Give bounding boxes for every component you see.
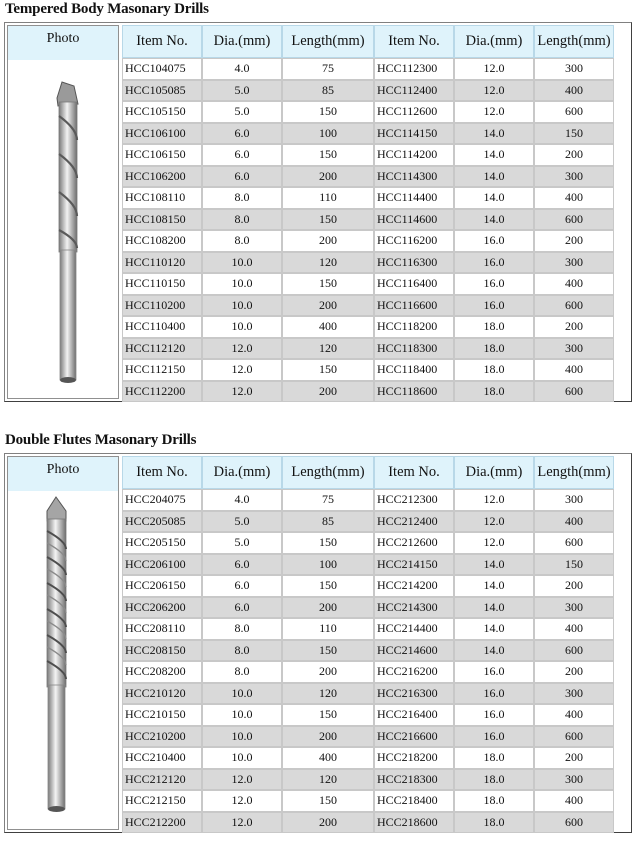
table-cell: 4.0 [202,58,282,80]
table-cell: 75 [282,58,374,80]
table-cell: 150 [282,101,374,123]
table-cell: HCC112200 [122,381,202,403]
table-cell: 150 [282,640,374,662]
table-cell: HCC216300 [374,683,454,705]
table-cell: 10.0 [202,747,282,769]
photo-column [7,456,119,830]
table-cell: 6.0 [202,166,282,188]
table-cell: 200 [534,230,614,252]
table-cell: 10.0 [202,683,282,705]
table-cell: HCC118600 [374,381,454,403]
table-cell: 16.0 [454,295,534,317]
table-cell: HCC216600 [374,726,454,748]
table-cell: HCC212150 [122,790,202,812]
table-cell: HCC110200 [122,295,202,317]
table-cell: HCC118400 [374,359,454,381]
table-cell: 400 [534,80,614,102]
table-cell: 120 [282,683,374,705]
table-cell: 300 [534,166,614,188]
table-cell: 14.0 [454,618,534,640]
table-cell: 8.0 [202,209,282,231]
table-cell: 200 [282,166,374,188]
table-cell: HCC208150 [122,640,202,662]
table-cell: 600 [534,726,614,748]
table-cell: HCC214150 [374,554,454,576]
table-cell: 8.0 [202,187,282,209]
table-cell: 120 [282,338,374,360]
table-cell: 5.0 [202,80,282,102]
table-cell: 120 [282,252,374,274]
table-cell: HCC206150 [122,575,202,597]
column-header: Item No. [122,25,202,58]
table-cell: 300 [534,252,614,274]
table-cell: HCC118200 [374,316,454,338]
table-cell: 400 [282,747,374,769]
table-cell: 8.0 [202,618,282,640]
table-cell: 200 [534,144,614,166]
table-cell: HCC108110 [122,187,202,209]
table-cell: HCC114200 [374,144,454,166]
data-grid [122,456,629,833]
table-cell: 14.0 [454,597,534,619]
table-cell: 12.0 [454,80,534,102]
table-cell: 200 [282,230,374,252]
table-cell: 16.0 [454,661,534,683]
table-cell: HCC210150 [122,704,202,726]
table-row [122,316,629,338]
table-cell: 18.0 [454,747,534,769]
table-cell: HCC116600 [374,295,454,317]
table-cell: HCC212300 [374,489,454,511]
table-cell: 400 [534,511,614,533]
table-cell: 16.0 [454,230,534,252]
table-cell: 14.0 [454,166,534,188]
table-cell: HCC214300 [374,597,454,619]
table-cell: 200 [282,597,374,619]
table-cell: 14.0 [454,123,534,145]
table-cell: 300 [534,683,614,705]
table-cell: 8.0 [202,230,282,252]
table-cell: 16.0 [454,704,534,726]
table-cell: 150 [282,532,374,554]
table-row [122,661,629,683]
table-row [122,726,629,748]
table-row [122,747,629,769]
column-header: Length(mm) [534,456,614,489]
table-cell: 200 [282,381,374,403]
table-row [122,295,629,317]
table-row [122,554,629,576]
table-cell: 150 [282,144,374,166]
table-cell: 14.0 [454,554,534,576]
table-header-row [122,456,629,489]
table-row [122,575,629,597]
table-cell: 16.0 [454,726,534,748]
table-cell: 12.0 [202,769,282,791]
table-cell: 12.0 [454,489,534,511]
table-cell: HCC116300 [374,252,454,274]
table-cell: 10.0 [202,295,282,317]
table-cell: 300 [534,769,614,791]
table-cell: HCC110150 [122,273,202,295]
table-cell: 200 [534,747,614,769]
table-cell: 600 [534,640,614,662]
table-cell: 10.0 [202,726,282,748]
section-title: Double Flutes Masonary Drills [5,432,197,448]
table-row [122,790,629,812]
table-cell: 6.0 [202,597,282,619]
table-cell: 10.0 [202,316,282,338]
drill-bit-image [8,36,118,396]
table-cell: HCC206200 [122,597,202,619]
table-cell: 12.0 [454,101,534,123]
table-cell: HCC218600 [374,812,454,834]
table-cell: HCC214400 [374,618,454,640]
table-cell: 600 [534,812,614,834]
product-table [4,453,632,833]
table-cell: HCC216400 [374,704,454,726]
table-cell: HCC212600 [374,532,454,554]
table-cell: 200 [534,575,614,597]
photo-header: Photo [8,457,118,491]
table-cell: HCC205085 [122,511,202,533]
table-header-row [122,25,629,58]
table-cell: 14.0 [454,144,534,166]
table-cell: 12.0 [454,58,534,80]
table-cell: HCC218400 [374,790,454,812]
table-cell: 300 [534,338,614,360]
table-row [122,704,629,726]
table-cell: 150 [282,209,374,231]
table-cell: HCC214600 [374,640,454,662]
section-title: Tempered Body Masonary Drills [5,1,209,17]
table-row [122,381,629,403]
table-cell: HCC218300 [374,769,454,791]
product-table [4,22,632,402]
table-cell: 600 [534,381,614,403]
table-cell: 400 [534,618,614,640]
table-cell: 5.0 [202,101,282,123]
table-cell: 600 [534,532,614,554]
table-cell: HCC216200 [374,661,454,683]
table-row [122,769,629,791]
table-cell: 5.0 [202,511,282,533]
table-cell: 14.0 [454,187,534,209]
table-cell: 12.0 [202,812,282,834]
table-cell: HCC106100 [122,123,202,145]
table-row [122,489,629,511]
drill-bit-image [8,467,118,827]
table-cell: 18.0 [454,812,534,834]
table-cell: 18.0 [454,338,534,360]
table-cell: HCC208200 [122,661,202,683]
table-cell: 200 [534,316,614,338]
column-header: Length(mm) [534,25,614,58]
column-header: Dia.(mm) [454,456,534,489]
table-cell: 300 [534,58,614,80]
table-cell: HCC112150 [122,359,202,381]
photo-header: Photo [8,26,118,60]
table-cell: HCC118300 [374,338,454,360]
table-cell: 400 [534,187,614,209]
table-row [122,338,629,360]
table-cell: 10.0 [202,704,282,726]
table-cell: 150 [534,554,614,576]
table-cell: 12.0 [202,381,282,403]
column-header: Item No. [374,456,454,489]
table-row [122,230,629,252]
table-cell: HCC105150 [122,101,202,123]
table-cell: 400 [282,316,374,338]
table-cell: 200 [282,726,374,748]
table-cell: HCC212120 [122,769,202,791]
table-cell: HCC108150 [122,209,202,231]
table-cell: 300 [534,597,614,619]
table-row [122,123,629,145]
table-cell: 400 [534,359,614,381]
column-header: Dia.(mm) [202,25,282,58]
column-header: Dia.(mm) [454,25,534,58]
table-cell: 150 [282,704,374,726]
table-cell: 150 [282,359,374,381]
table-row [122,187,629,209]
table-cell: 110 [282,187,374,209]
table-cell: HCC205150 [122,532,202,554]
photo-column [7,25,119,399]
column-header: Item No. [122,456,202,489]
table-cell: HCC106200 [122,166,202,188]
table-cell: HCC208110 [122,618,202,640]
table-cell: HCC214200 [374,575,454,597]
table-cell: HCC112120 [122,338,202,360]
table-cell: HCC206100 [122,554,202,576]
table-row [122,58,629,80]
table-cell: 16.0 [454,683,534,705]
table-row [122,532,629,554]
table-cell: 200 [282,661,374,683]
table-cell: 10.0 [202,273,282,295]
table-cell: HCC218200 [374,747,454,769]
table-cell: 200 [282,295,374,317]
table-row [122,683,629,705]
table-cell: 6.0 [202,123,282,145]
column-header: Length(mm) [282,456,374,489]
table-cell: 110 [282,618,374,640]
table-cell: HCC210120 [122,683,202,705]
table-row [122,597,629,619]
table-row [122,101,629,123]
table-cell: 14.0 [454,209,534,231]
table-cell: HCC116200 [374,230,454,252]
table-cell: 600 [534,209,614,231]
table-cell: 400 [534,704,614,726]
table-cell: HCC114400 [374,187,454,209]
table-cell: HCC106150 [122,144,202,166]
table-cell: HCC212200 [122,812,202,834]
table-row [122,273,629,295]
table-cell: HCC108200 [122,230,202,252]
table-cell: HCC104075 [122,58,202,80]
table-row [122,812,629,834]
table-cell: 8.0 [202,661,282,683]
table-cell: 400 [534,790,614,812]
table-cell: 12.0 [454,511,534,533]
table-cell: 85 [282,80,374,102]
table-cell: 12.0 [202,790,282,812]
table-cell: HCC210200 [122,726,202,748]
table-cell: 75 [282,489,374,511]
table-cell: HCC110120 [122,252,202,274]
table-cell: 14.0 [454,640,534,662]
table-cell: 12.0 [202,338,282,360]
table-cell: 14.0 [454,575,534,597]
table-cell: 150 [282,575,374,597]
table-row [122,80,629,102]
table-cell: 8.0 [202,640,282,662]
table-cell: 150 [534,123,614,145]
table-row [122,144,629,166]
data-grid [122,25,629,402]
column-header: Item No. [374,25,454,58]
table-cell: 200 [282,812,374,834]
table-cell: 12.0 [202,359,282,381]
table-cell: HCC204075 [122,489,202,511]
table-cell: 150 [282,790,374,812]
table-cell: HCC114150 [374,123,454,145]
table-cell: HCC114300 [374,166,454,188]
table-cell: 85 [282,511,374,533]
table-cell: 18.0 [454,381,534,403]
column-header: Length(mm) [282,25,374,58]
table-row [122,618,629,640]
table-cell: HCC112300 [374,58,454,80]
table-cell: 600 [534,295,614,317]
table-cell: 5.0 [202,532,282,554]
table-cell: 6.0 [202,554,282,576]
table-cell: 300 [534,489,614,511]
table-cell: HCC112400 [374,80,454,102]
table-cell: 100 [282,123,374,145]
table-cell: 18.0 [454,769,534,791]
table-cell: 18.0 [454,359,534,381]
table-cell: 100 [282,554,374,576]
table-cell: HCC110400 [122,316,202,338]
table-cell: 18.0 [454,316,534,338]
table-cell: 18.0 [454,790,534,812]
column-header: Dia.(mm) [202,456,282,489]
table-cell: HCC210400 [122,747,202,769]
table-cell: HCC116400 [374,273,454,295]
table-cell: 120 [282,769,374,791]
table-cell: 16.0 [454,252,534,274]
table-cell: HCC114600 [374,209,454,231]
table-row [122,166,629,188]
table-row [122,640,629,662]
table-cell: 200 [534,661,614,683]
table-cell: 4.0 [202,489,282,511]
table-cell: 600 [534,101,614,123]
table-cell: 12.0 [454,532,534,554]
table-cell: 400 [534,273,614,295]
table-cell: 6.0 [202,144,282,166]
table-cell: 16.0 [454,273,534,295]
table-row [122,209,629,231]
table-row [122,359,629,381]
table-cell: 10.0 [202,252,282,274]
table-cell: 150 [282,273,374,295]
table-cell: HCC212400 [374,511,454,533]
table-cell: 6.0 [202,575,282,597]
table-row [122,252,629,274]
table-row [122,511,629,533]
table-cell: HCC105085 [122,80,202,102]
table-cell: HCC112600 [374,101,454,123]
